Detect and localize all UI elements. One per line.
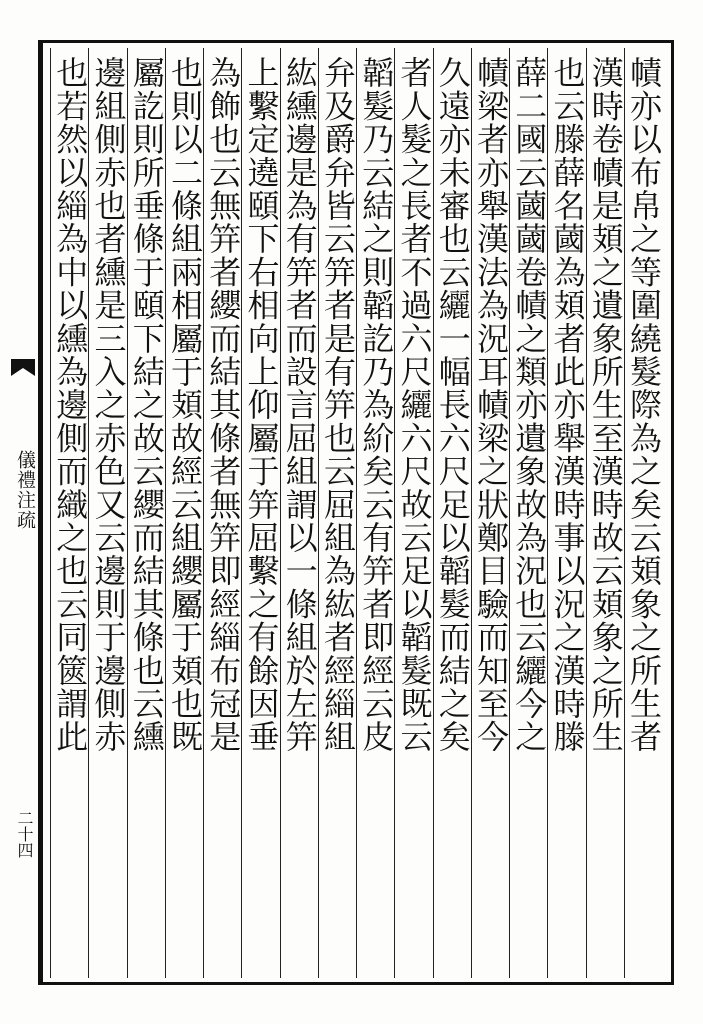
margin-page-number: 二十四 — [15, 810, 34, 858]
text-column-11 — [241, 48, 279, 978]
text-column-16 — [50, 48, 88, 978]
text-column-7 — [394, 48, 432, 978]
column-text: 屬訖則所垂條于頤下結之故云纓而結其條也云纁 — [127, 56, 166, 754]
text-column-12 — [203, 48, 241, 978]
text-column-1 — [624, 48, 662, 978]
text-column-5 — [471, 48, 509, 978]
text-columns — [50, 48, 662, 978]
column-text: 薛二國云蔮蔮卷幘之類亦遺象故為況也云纚今之 — [510, 56, 549, 754]
text-column-10 — [280, 48, 318, 978]
text-column-8 — [356, 48, 394, 978]
column-text: 也若然以緇為中以纁為邊側而織之也云同篋謂此 — [51, 56, 90, 754]
column-text: 也則以二條組兩相屬于頍故經云組纓屬于頍也既 — [166, 56, 204, 754]
column-text: 漢時卷幘是頍之遺象所生至漢時故云頍象之所生 — [586, 56, 625, 754]
text-column-15 — [88, 48, 126, 978]
column-text: 為飾也云無笄者纓而結其條者無笄即經緇布冠是 — [204, 56, 243, 754]
column-text: 者人髮之長者不過六尺纚六尺故云足以韜髮既云 — [395, 56, 434, 754]
margin-strip — [0, 40, 40, 985]
column-text: 邊組側赤也者纁是三入之赤色又云邊則于邊側赤 — [89, 56, 128, 754]
fish-tail-mark-icon — [10, 356, 36, 382]
column-text: 上繫定遶頤下右相向上仰屬于笄屈繫之有餘因垂 — [242, 56, 281, 754]
text-column-13 — [165, 48, 203, 978]
text-column-2 — [586, 48, 624, 978]
text-column-4 — [509, 48, 547, 978]
column-text: 久遠亦未審也云纚一幅長六尺足以韜髮而結之矣 — [433, 56, 472, 754]
column-text: 幘梁者亦舉漢法為況耳幘梁之狀鄭目驗而知至今 — [472, 56, 510, 754]
text-column-6 — [433, 48, 471, 978]
text-column-14 — [127, 48, 165, 978]
text-column-9 — [318, 48, 356, 978]
column-text: 弁及爵弁皆云笄者是有笄也云屈組為紘者經緇組 — [319, 56, 357, 754]
margin-title: 儀禮注疏 — [14, 450, 36, 530]
text-column-3 — [547, 48, 585, 978]
column-text: 韜髮乃云結之則韜訖乃為紒矣云有笄者即經云皮 — [357, 56, 396, 754]
column-text: 幘亦以布帛之等圍繞髮際為之矣云頍象之所生者 — [625, 56, 663, 754]
column-text: 也云滕薛名蔮為頍者此亦舉漢時事以況之漢時滕 — [548, 56, 587, 754]
column-text: 紘纁邊是為有笄者而設言屈組謂以一條組於左笄 — [280, 56, 319, 754]
